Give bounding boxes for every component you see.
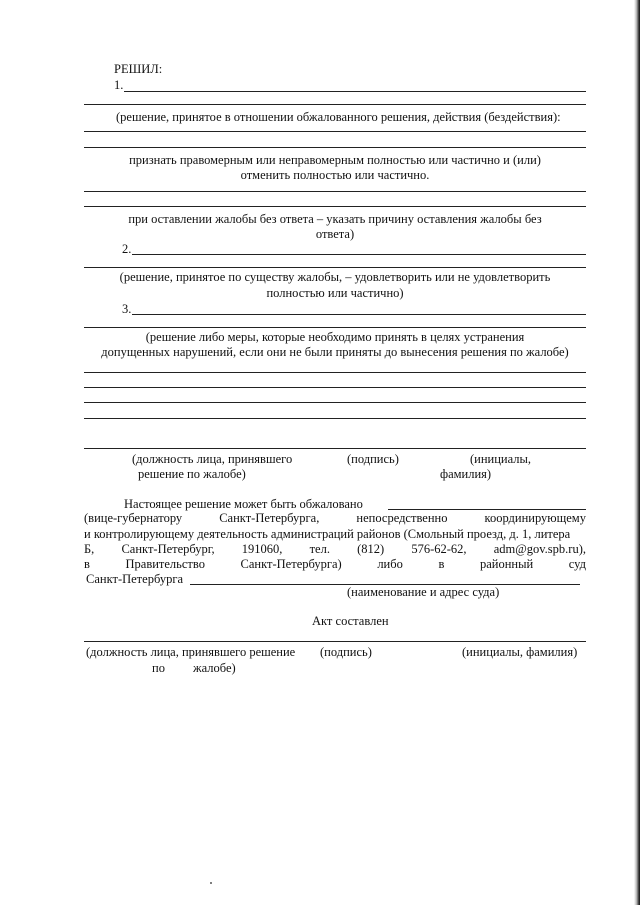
fill-line: [84, 372, 586, 373]
signature1-initials-line2: фамилия): [440, 467, 492, 481]
heading-decided: РЕШИЛ:: [114, 62, 163, 76]
fill-line: [84, 327, 586, 328]
court-caption: (наименование и адрес суда): [347, 585, 500, 599]
fill-line: [84, 104, 586, 105]
signature2-position-line1: (должность лица, принявшего решение: [86, 645, 296, 659]
appeal-word: Санкт-Петербурга): [240, 557, 342, 571]
item3-number: 3.: [122, 302, 132, 316]
fill-line: [84, 206, 586, 207]
appeal-word: (вице-губернатору: [84, 511, 183, 525]
signature2-position-line2b: жалобе): [193, 661, 236, 675]
caption-item2-line2: полностью или частично): [266, 286, 404, 300]
appeal-word: либо: [377, 557, 403, 571]
appeal-line5: [84, 557, 586, 572]
item1-fill-line: [124, 91, 586, 92]
appeal-word: непосредственно: [356, 511, 448, 525]
caption-recognize-line1: признать правомерным или неправомерным полностью или частично и (или): [129, 153, 541, 167]
signature2-position-line2a: по: [152, 661, 165, 675]
appeal-word: Правительство: [125, 557, 205, 571]
appeal-line4: [84, 542, 586, 557]
appeal-word: районный: [479, 557, 534, 571]
signature2-signature: (подпись): [320, 645, 372, 659]
signature1-position-line2: решение по жалобе): [138, 467, 246, 481]
act-signature-fill-line: [84, 641, 586, 642]
fill-line: [84, 267, 586, 268]
item2-number: 2.: [122, 242, 132, 256]
appeal-line6: Санкт-Петербурга: [86, 572, 184, 586]
appeal-word: Б,: [84, 542, 95, 556]
signature1-signature: (подпись): [347, 452, 399, 466]
signature-fill-line: [84, 448, 586, 449]
scan-speck: [210, 882, 212, 884]
appeal-word: Санкт-Петербурга,: [219, 511, 320, 525]
appeal-line2: [84, 511, 586, 526]
fill-line: [84, 402, 586, 403]
fill-line: [84, 131, 586, 132]
item3-fill-line: [132, 314, 586, 315]
caption-item3-line2: допущенных нарушений, если они не были приняты до вынесения решения по жалобе): [101, 345, 569, 359]
fill-line: [84, 147, 586, 148]
appeal-word: суд: [568, 557, 586, 571]
item1-number: 1.: [114, 78, 124, 92]
caption-item2-line1: (решение, принятое по существу жалобы, – удовлетворить или не удовлетворить: [119, 270, 551, 284]
appeal-fill-line: [388, 509, 586, 510]
appeal-line1: Настоящее решение может быть обжаловано: [124, 497, 363, 511]
caption-item3-line1: (решение либо меры, которые необходимо принять в целях устранения: [145, 330, 525, 344]
act-heading: Акт составлен: [312, 614, 389, 628]
fill-line: [84, 418, 586, 419]
fill-line: [84, 191, 586, 192]
appeal-word: 576-62-62,: [411, 542, 467, 556]
appeal-line3: и контролирующему деятельность администраций районов (Смольный проезд, д. 1, литера: [84, 527, 571, 541]
signature2-initials: (инициалы, фамилия): [462, 645, 578, 659]
caption-no-answer-line1: при оставлении жалобы без ответа – указать причину оставления жалобы без: [128, 212, 542, 226]
appeal-word: Санкт-Петербург,: [121, 542, 215, 556]
scan-edge-shadow: [634, 0, 640, 905]
signature1-initials-line1: (инициалы,: [470, 452, 532, 466]
appeal-word: тел.: [309, 542, 330, 556]
caption-recognize-line2: отменить полностью или частично.: [240, 168, 430, 182]
appeal-word: adm@gov.spb.ru),: [493, 542, 586, 556]
appeal-word: 191060,: [241, 542, 283, 556]
appeal-word: координирующему: [484, 511, 586, 525]
fill-line: [84, 387, 586, 388]
appeal-word: в: [84, 557, 90, 571]
caption-no-answer-line2: ответа): [315, 227, 355, 241]
item2-fill-line: [132, 254, 586, 255]
appeal-word: в: [438, 557, 445, 571]
appeal-word: (812): [357, 542, 385, 556]
caption-item1: (решение, принятое в отношении обжалованного решения, действия (бездействия):: [116, 110, 561, 124]
signature1-position-line1: (должность лица, принявшего: [132, 452, 293, 466]
